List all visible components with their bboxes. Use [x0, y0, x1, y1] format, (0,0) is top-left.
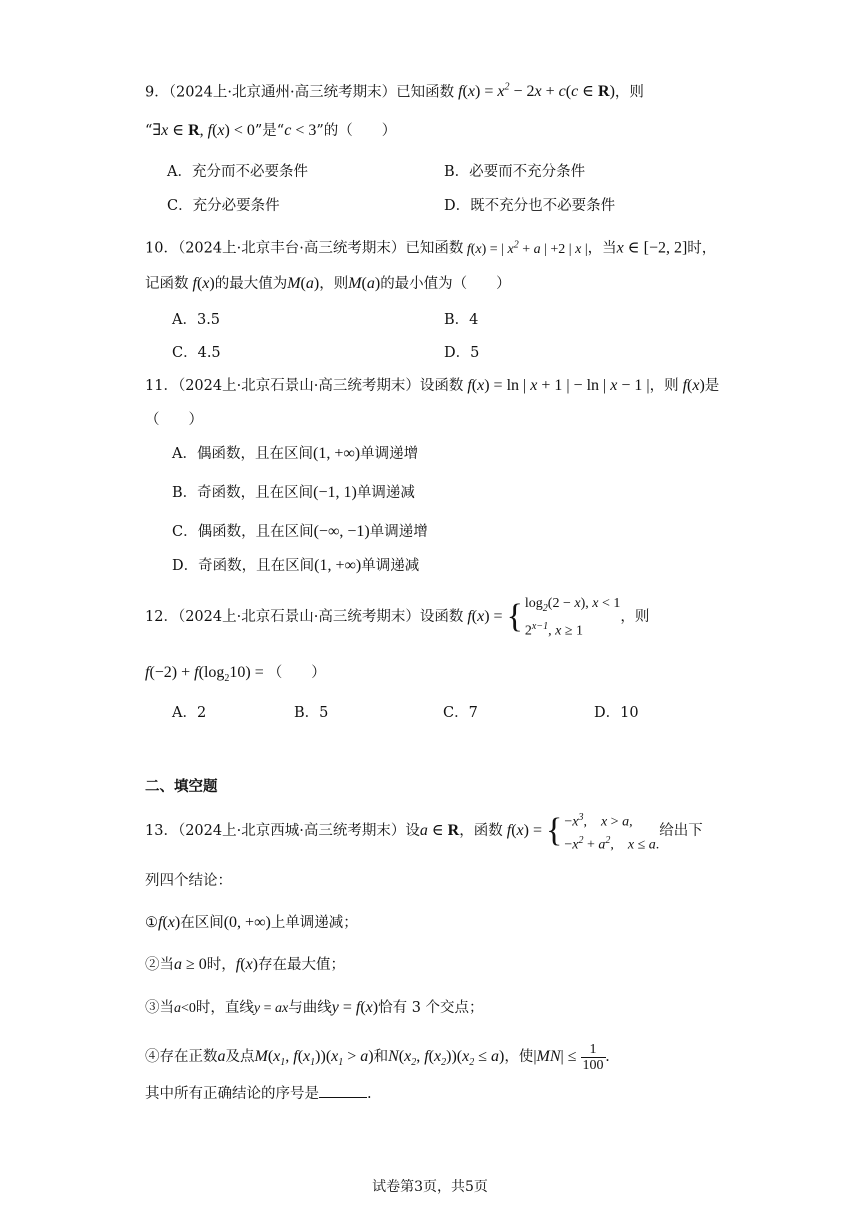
q11-option-c: C．偶函数，且在区间(−∞, −1)单调递增 [172, 523, 428, 540]
q13-conclusion-4: ④存在正数a及点$M(x_1$, $f(x_1))(x_1 > a)$和$N(x_2$, $f(x_2))(x_2 \le a)$，使|MN| ≤ $\frac{1}{100}$ . [145, 1041, 610, 1073]
q12-option-a: A．2 [172, 705, 207, 721]
q11-stem: 11．（2024上·北京石景山·高三统考期末）设函数 f(x) = ln | x + 1 | − ln | x − 1 |，则 f(x)是 [145, 377, 720, 394]
q11-paren: （ ） [145, 412, 203, 428]
q11-option-d: D．奇函数，且在区间(1, +∞)单调递减 [172, 557, 420, 574]
q13-conclusion-2: ②当a ≥ 0时，f(x)存在最大值； [145, 956, 345, 973]
answer-blank[interactable] [319, 1083, 367, 1098]
q11-option-b: B．奇函数，且在区间(−1, 1)单调递减 [172, 484, 415, 501]
q12-option-d: D．10 [594, 705, 639, 721]
q10-stem: 10．（2024上·北京丰台·高三统考期末）已知函数 f(x) = | $x^2 + a$ | +2 | x |，当x ∈ [−2, 2]时， [145, 239, 717, 257]
q9-option-d: D．既不充分也不必要条件 [444, 198, 616, 214]
q13-line2: 列四个结论： [145, 873, 232, 889]
q12-stem: 12．（2024上·北京石景山·高三统考期末）设函数 f(x) = { $\log_2(2 - x)$, x < 1 $2^{x-1}$, x ≥ 1，则 [145, 595, 650, 640]
q13-conclusion-1: ①f(x)在区间(0, +∞)上单调递减； [145, 914, 358, 931]
q10-line2: 记函数 f(x)的最大值为M(a)，则M(a)的最小值为（ ） [145, 275, 511, 292]
q12-option-c: C．7 [443, 705, 478, 721]
q13-conclusion-3: ③当a<0时，直线y = ax与曲线y = f(x)恰有 3 个交点； [145, 999, 484, 1016]
q13-stem: 13．（2024上·北京西城·高三统考期末）设a ∈ R，函数 f(x) = { $-x^3$, x > a, $-x^2 + a^2$, x ≤ a.给出下 [145, 811, 703, 853]
q13-final-question: 其中所有正确结论的序号是 . [145, 1082, 372, 1106]
q9-stem: 9．（2024上·北京通州·高三统考期末）已知函数 $f(x) = x^2 - 2x + c(c$ ∈ R)，则 [145, 82, 644, 101]
q9-option-a: A．充分而不必要条件 [167, 164, 308, 180]
section-fill-in-title: 二、填空题 [145, 778, 218, 795]
q12-expression: $f(-2) + f(\log_210)$ = （ ） [145, 664, 326, 685]
q9-function: $f(x) = x^2 - 2x + c(c$ ∈ R) [454, 82, 615, 101]
q9-condition: “∃x ∈ R, f(x) < 0”是“c < 3”的（ ） [145, 122, 397, 139]
q9-option-b: B．必要而不充分条件 [444, 164, 586, 180]
q10-option-d: D．5 [444, 345, 480, 361]
q12-option-b: B．5 [294, 705, 329, 721]
q9-option-c: C．充分必要条件 [167, 198, 280, 214]
q10-option-b: B．4 [444, 312, 479, 328]
page-footer: 试卷第3页，共5页 [372, 1179, 488, 1195]
q11-option-a: A．偶函数，且在区间(1, +∞)单调递增 [172, 445, 419, 462]
q10-option-c: C．4.5 [172, 345, 221, 361]
q10-option-a: A．3.5 [172, 312, 221, 328]
